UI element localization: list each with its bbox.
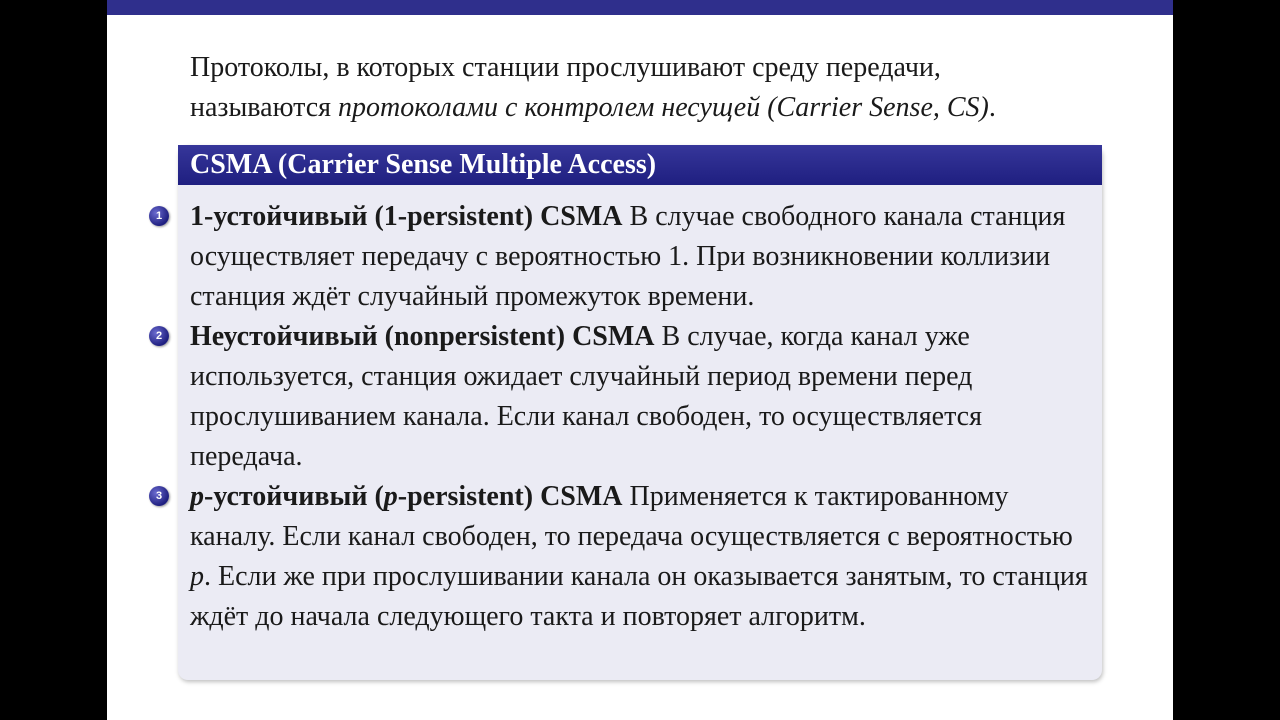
- item-term: 1-устойчивый (1-persistent) CSMA: [190, 201, 623, 232]
- term-p-symbol: p: [383, 481, 398, 512]
- item-description: В случае свободного канала станция осуществляет передачу с вероятностью 1. При возникновении коллизии станция ждёт случайный промежуток времени.: [190, 201, 1066, 312]
- number-bullet-icon: 3: [149, 486, 169, 506]
- list-item-3: [155, 477, 1102, 637]
- desc-p-symbol: p: [190, 561, 204, 592]
- item-term: [190, 481, 623, 512]
- intro-emphasis: протоколами с контролем несущей (Carrier Sense, CS): [338, 92, 989, 123]
- block-title: CSMA (Carrier Sense Multiple Access): [178, 145, 1102, 185]
- intro-line-2-start: называются: [190, 92, 338, 123]
- number-bullet-icon: 2: [149, 326, 169, 346]
- number-bullet-icon: 1: [149, 206, 169, 226]
- term-part: -persistent) CSMA: [397, 481, 623, 512]
- item-description: В случае, когда канал уже используется, станция ожидает случайный период времени перед прослушиванием канала. Если канал свободен, то осуществляется передача.: [190, 321, 982, 472]
- item-term: Неустойчивый (nonpersistent) CSMA: [190, 321, 655, 352]
- list-item-1: [155, 197, 1102, 317]
- term-part: -устойчивый (: [204, 481, 384, 512]
- list-item-2: [155, 317, 1102, 477]
- csma-list: [155, 197, 1102, 637]
- desc-part: . Если же при прослушивании канала он оказывается занятым, то станция ждёт до начала следующего такта и повторяет алгоритм.: [190, 561, 1088, 632]
- intro-paragraph: [190, 48, 1130, 128]
- intro-line-2-end: .: [988, 92, 996, 123]
- csma-block: [155, 145, 1102, 680]
- slide: [107, 0, 1173, 720]
- header-bar: [107, 0, 1173, 15]
- intro-line-2: [190, 88, 1130, 128]
- desc-part: Применяется к тактированному каналу. Если канал свободен, то передача осуществляется с вероятностью: [190, 481, 1073, 552]
- term-p-symbol: p: [190, 481, 204, 512]
- intro-line-1: Протоколы, в которых станции прослушивают среду передачи,: [190, 52, 941, 83]
